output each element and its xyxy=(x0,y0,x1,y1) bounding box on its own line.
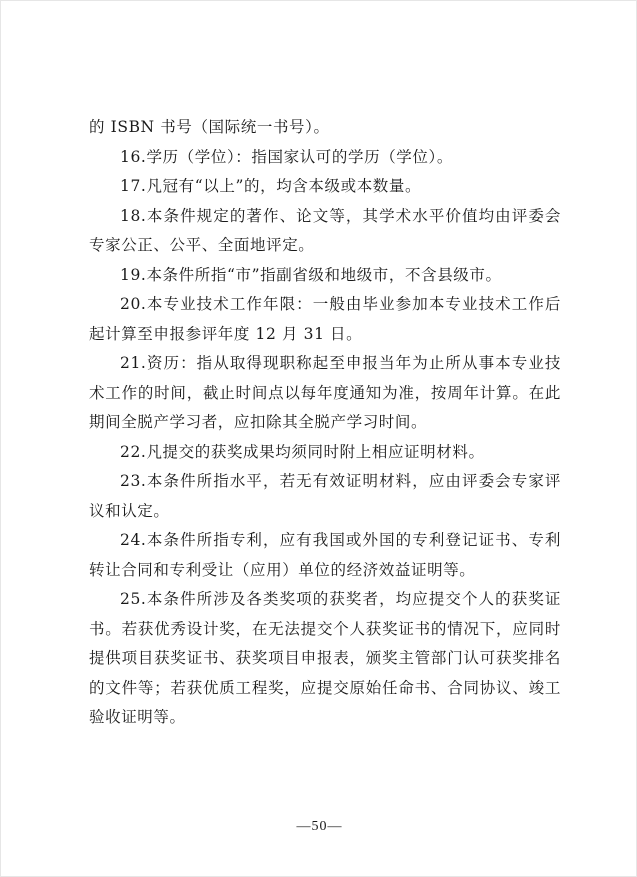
paragraph-item-16: 16.学历（学位）：指国家认可的学历（学位）。 xyxy=(120,147,453,166)
paragraph-item-19: 19.本条件所指“市”指副省级和地级市，不含县级市。 xyxy=(120,265,502,284)
paragraph-item-22: 22.凡提交的获奖成果均须同时附上相应证明材料。 xyxy=(120,442,485,461)
paragraph-item-20: 20.本专业技术工作年限：一般由毕业参加本专业技术工作后起计算至申报参评年度 12 月 31 日。 xyxy=(89,295,561,343)
paragraph-item-24: 24.本条件所指专利，应有我国或外国的专利登记证书、专利转让合同和专利受让（应用）单位的经济效益证明等。 xyxy=(89,531,561,579)
paragraph-item-21: 21.资历：指从取得现职称起至申报当年为止所从事本专业技术工作的时间，截止时间点以每年度通知为准，按周年计算。在此期间全脱产学习者，应扣除其全脱产学习时间。 xyxy=(89,354,561,431)
paragraph-continuation: 的 ISBN 书号（国际统一书号）。 xyxy=(89,118,330,136)
paragraph-item-25: 25.本条件所涉及各类奖项的获奖者，均应提交个人的获奖证书。若获优秀设计奖，在无法提交个人获奖证书的情况下，应同时提供项目获奖证书、获奖项目申报表，颁奖主管部门认可获奖排名的文件等；若获优质工程奖，应提交原始任命书、合同协议、竣工验收证明等。 xyxy=(89,590,561,726)
page-number: —50— xyxy=(296,819,343,834)
paragraph-item-18: 18.本条件规定的著作、论文等，其学术水平价值均由评委会专家公正、公平、全面地评定。 xyxy=(89,206,561,254)
paragraph-item-23: 23.本条件所指水平，若无有效证明材料，应由评委会专家评议和认定。 xyxy=(89,472,561,520)
paragraph-item-17: 17.凡冠有“以上”的，均含本级或本数量。 xyxy=(120,177,422,195)
document-body xyxy=(89,113,561,733)
